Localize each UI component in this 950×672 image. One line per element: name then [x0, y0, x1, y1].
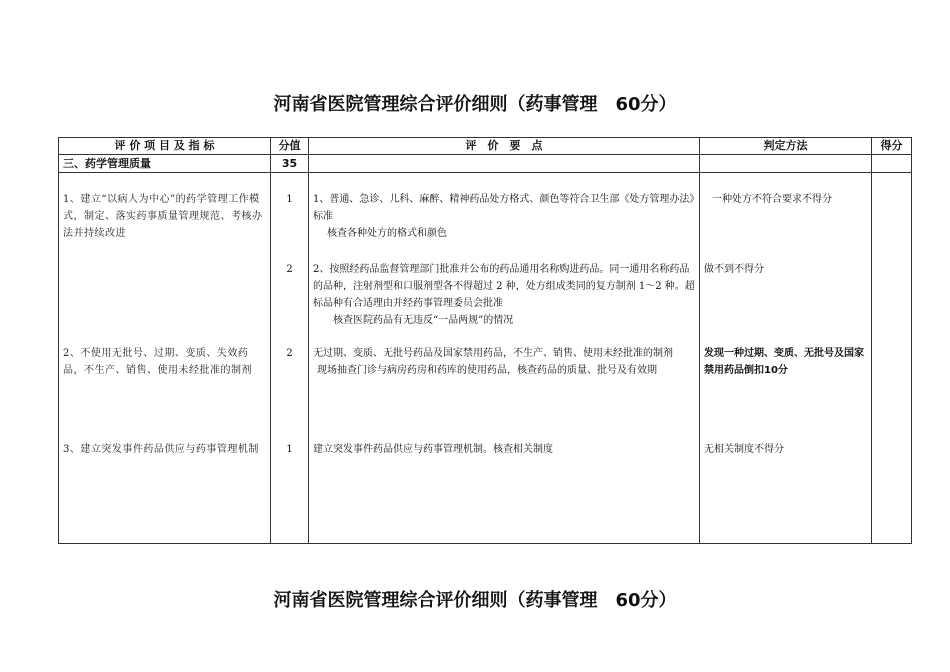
header-got: 得分	[872, 138, 912, 155]
method-cell: 一种处方不符合要求不得分	[700, 173, 872, 243]
section-row	[59, 155, 912, 173]
evaluation-table	[58, 137, 912, 544]
header-method: 判定方法	[700, 138, 872, 155]
points-text: 1、普通、急诊、儿科、麻醉、精神药品处方格式、颜色等符合卫生部《处方管理办法》标准	[313, 194, 695, 222]
page-title-repeat: 河南省医院管理综合评价细则（药事管理 60分）	[273, 590, 677, 611]
points-cell	[309, 173, 700, 243]
points-cell	[309, 331, 700, 441]
table-header-row	[59, 138, 912, 155]
score-cell: 2	[271, 243, 309, 331]
page-title: 河南省医院管理综合评价细则（药事管理 60分）	[273, 94, 677, 115]
points-text: 建立突发事件药品供应与药事管理机制。核查相关制度	[313, 443, 553, 455]
points-text: 2、按照经药品监督管理部门批准并公布的药品通用名称购进药品。同一通用名称药品的品种，注射剂型和口服剂型各不得超过 2 种，处方组成类同的复方制剂 1～2 种。超标品种有合适理由并经药事管理委员会批准	[313, 263, 695, 309]
points-cell	[309, 243, 700, 331]
points-check: 现场抽查门诊与病房药房和药库的使用药品，核查药品的质量、批号及有效期	[317, 364, 657, 376]
got-cell	[872, 173, 912, 243]
header-points: 评 价 要 点	[309, 138, 700, 155]
header-score: 分值	[271, 138, 309, 155]
item-text: 1、建立“以病人为中心”的药学管理工作模式，制定、落实药事质量管理规范、考核办法并持续改进	[59, 173, 271, 243]
item-text: 3、建立突发事件药品供应与药事管理机制	[59, 441, 271, 544]
points-text: 无过期、变质、无批号药品及国家禁用药品，不生产、销售、使用未经批准的制剂	[313, 347, 673, 359]
section-score: 35	[271, 155, 309, 173]
header-item: 评 价 项 目 及 指 标	[59, 138, 271, 155]
got-cell	[872, 331, 912, 441]
got-cell	[872, 441, 912, 544]
method-cell: 发现一种过期、变质、无批号及国家禁用药品倒扣10分	[700, 331, 872, 441]
table-row	[59, 173, 912, 243]
got-cell	[872, 243, 912, 331]
score-cell: 1	[271, 173, 309, 243]
table-row	[59, 441, 912, 544]
item-text	[59, 243, 271, 331]
item-text: 2、不使用无批号、过期、变质、失效药品，不生产、销售、使用未经批准的制剂	[59, 331, 271, 441]
score-cell: 2	[271, 331, 309, 441]
table-row	[59, 243, 912, 331]
points-check: 核查各种处方的格式和颜色	[327, 228, 447, 239]
points-cell	[309, 441, 700, 544]
method-cell: 做不到不得分	[700, 243, 872, 331]
method-cell: 无相关制度不得分	[700, 441, 872, 544]
section-label: 三、药学管理质量	[59, 155, 271, 173]
table-row	[59, 331, 912, 441]
points-check: 核查医院药品有无违反“一品两规”的情况	[333, 314, 514, 326]
score-cell: 1	[271, 441, 309, 544]
